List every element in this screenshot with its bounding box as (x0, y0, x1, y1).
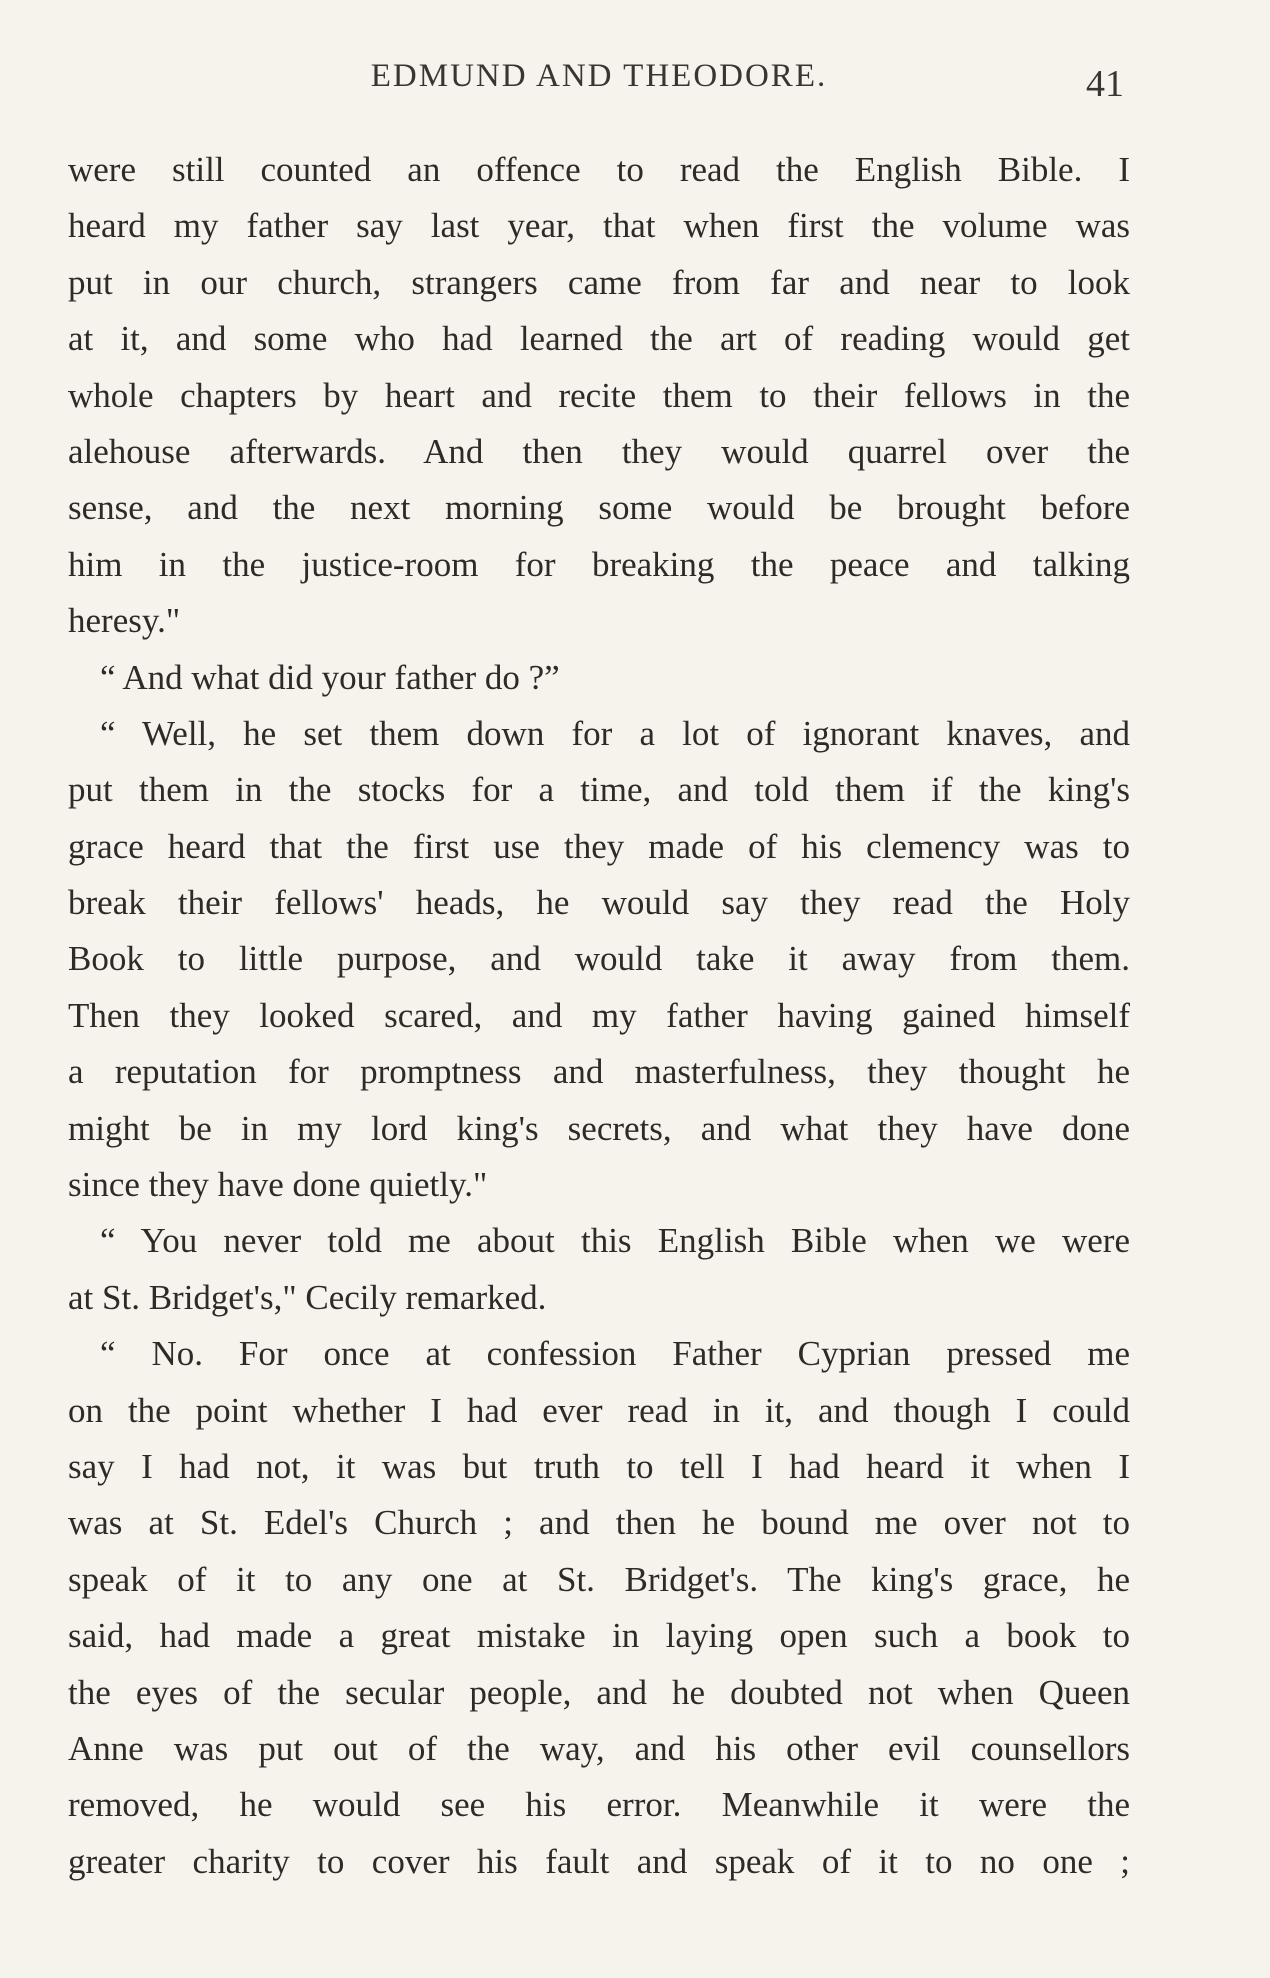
text-line: “ No. For once at confession Father Cyprian pressed me (100, 1334, 1130, 1374)
running-head: EDMUND AND THEODORE. (370, 58, 828, 94)
text-line: heard my father say last year, that when first the volume was (68, 206, 1130, 246)
text-line: removed, he would see his error. Meanwhile it were the (68, 1785, 1130, 1825)
text-line: heresy." (68, 601, 181, 641)
text-line: break their fellows' heads, he would say they read the Holy (68, 883, 1130, 923)
text-line: sense, and the next morning some would be brought before (68, 488, 1130, 528)
page-number: 41 (1086, 63, 1124, 105)
page-header (68, 52, 1130, 122)
text-line: him in the justice-room for breaking the peace and talking (68, 544, 1130, 584)
body-text (68, 142, 1130, 1890)
text-line: were still counted an offence to read the English Bible. I (68, 150, 1130, 189)
text-line: put in our church, strangers came from far and near to look (68, 262, 1130, 302)
text-line: greater charity to cover his fault and speak of it to no one ; (68, 1841, 1130, 1881)
text-line: on the point whether I had ever read in it, and though I could (68, 1390, 1130, 1430)
text-line: a reputation for promptness and masterfulness, they thought he (68, 1052, 1130, 1092)
text-line: speak of it to any one at St. Bridget's. The king's grace, he (68, 1559, 1130, 1599)
text-line: was at St. Edel's Church ; and then he bound me over not to (68, 1503, 1130, 1543)
text-line: Anne was put out of the way, and his other evil counsellors (68, 1728, 1130, 1768)
book-page (68, 52, 1130, 1890)
text-line: say I had not, it was but truth to tell I had heard it when I (68, 1446, 1130, 1486)
text-line: “ You never told me about this English Bible when we were (100, 1221, 1130, 1261)
text-line: the eyes of the secular people, and he doubted not when Queen (68, 1672, 1130, 1712)
text-line: at St. Bridget's," Cecily remarked. (68, 1277, 547, 1317)
text-line: Then they looked scared, and my father having gained himself (68, 995, 1130, 1035)
text-line: at it, and some who had learned the art of reading would get (68, 319, 1130, 359)
text-line: said, had made a great mistake in laying open such a book to (68, 1616, 1130, 1656)
text-line: grace heard that the first use they made of his clemency was to (68, 826, 1130, 866)
text-line: since they have done quietly." (68, 1165, 488, 1205)
text-line: Book to little purpose, and would take it away from them. (68, 939, 1130, 979)
text-line: whole chapters by heart and recite them to their fellows in the (68, 375, 1130, 415)
text-line: “ Well, he set them down for a lot of ignorant knaves, and (100, 713, 1130, 753)
text-line: alehouse afterwards. And then they would quarrel over the (68, 431, 1130, 471)
text-line: “ And what did your father do ?” (100, 657, 560, 697)
text-line: might be in my lord king's secrets, and what they have done (68, 1108, 1130, 1148)
text-line: put them in the stocks for a time, and told them if the king's (68, 770, 1130, 810)
